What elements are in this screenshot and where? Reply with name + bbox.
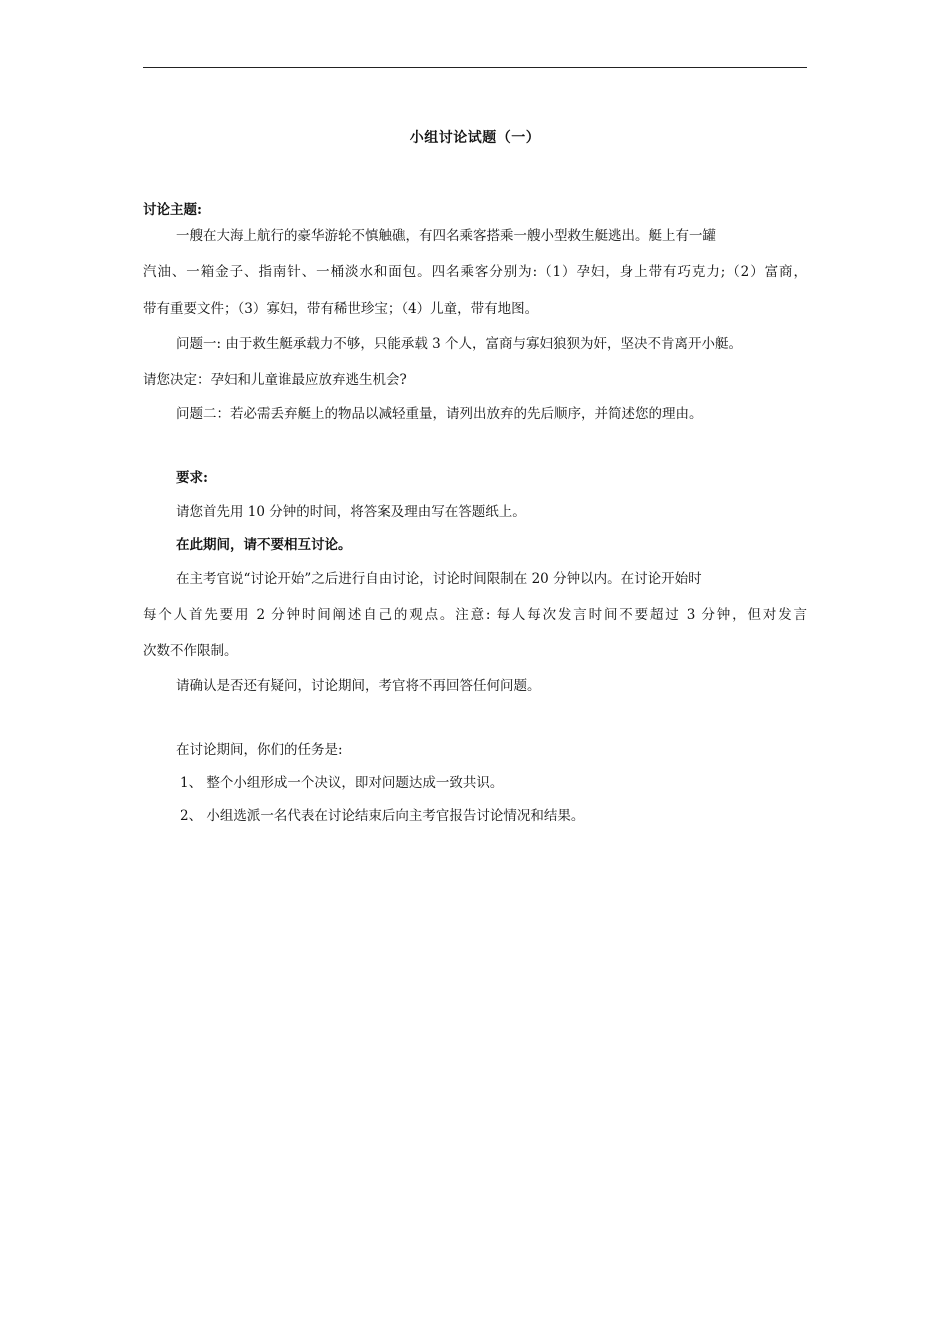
requirements-heading: 要求: (176, 470, 208, 486)
question-one-line-1: 问题一: 由于救生艇承载力不够，只能承载 3 个人，富商与寡妇狼狈为奸，坚决不肯离开小艇。 (176, 336, 743, 352)
topic-line-1: 一艘在大海上航行的豪华游轮不慎触礁，有四名乘客搭乘一艘小型救生艇逃出。艇上有一罐 (176, 228, 716, 244)
requirement-no-discussion: 在此期间，请不要相互讨论。 (176, 537, 352, 553)
question-two: 问题二：若必需丢弃艇上的物品以减轻重量，请列出放弃的先后顺序，并简述您的理由。 (176, 406, 703, 422)
topic-line-3: 带有重要文件；（3）寡妇，带有稀世珍宝；（4）儿童，带有地图。 (143, 301, 539, 317)
requirement-line-4: 每个人首先要用 2 分钟时间阐述自己的观点。注意: 每人每次发言时间不要超过 3 分钟，但对发言 (143, 607, 807, 623)
header-rule (143, 67, 807, 68)
requirement-line-1: 请您首先用 10 分钟的时间，将答案及理由写在答题纸上。 (176, 504, 526, 520)
task-item-2: 2、 小组选派一名代表在讨论结束后向主考官报告讨论情况和结果。 (180, 808, 585, 824)
requirement-line-5: 次数不作限制。 (143, 643, 238, 659)
topic-line-2: 汽油、一箱金子、指南针、一桶淡水和面包。四名乘客分别为:（1）孕妇，身上带有巧克力;（2）富商， (143, 264, 807, 280)
tasks-intro: 在讨论期间，你们的任务是: (176, 742, 343, 758)
requirement-line-3: 在主考官说“讨论开始”之后进行自由讨论，讨论时间限制在 20 分钟以内。在讨论开始时 (176, 571, 702, 587)
question-one-line-2: 请您决定：孕妇和儿童谁最应放弃逃生机会? (143, 372, 407, 388)
task-item-1: 1、 整个小组形成一个决议，即对问题达成一致共识。 (180, 775, 504, 791)
page-title: 小组讨论试题（一） (409, 130, 541, 146)
requirement-line-6: 请确认是否还有疑问，讨论期间，考官将不再回答任何问题。 (176, 678, 541, 694)
topic-heading: 讨论主题: (143, 202, 202, 218)
